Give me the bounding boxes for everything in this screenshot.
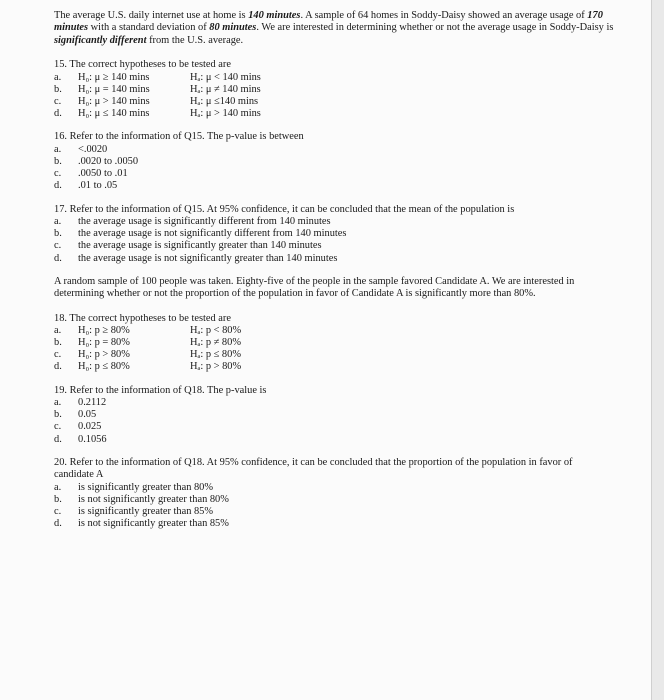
intro-emphasis: significantly different	[54, 34, 147, 46]
option-a[interactable]	[54, 325, 651, 337]
option-letter: a.	[54, 324, 62, 336]
question-17	[54, 204, 651, 265]
alt-hypothesis: Hₐ: p ≤ 80%	[190, 349, 241, 361]
option-letter: a.	[54, 481, 62, 493]
option-a[interactable]	[54, 216, 651, 228]
option-text: is not significantly greater than 80%	[78, 493, 229, 505]
option-d[interactable]	[54, 253, 651, 265]
null-hypothesis: H₀: p ≥ 80%	[78, 324, 130, 336]
option-b[interactable]	[54, 409, 651, 421]
null-hypothesis: H₀: p ≤ 80%	[78, 361, 130, 373]
option-text: .01 to .05	[78, 180, 118, 192]
option-letter: c.	[54, 421, 62, 433]
null-hypothesis: H₀: μ = 140 mins	[78, 83, 150, 95]
option-letter: b.	[54, 337, 62, 349]
option-a[interactable]	[54, 397, 651, 409]
option-letter: c.	[54, 240, 62, 252]
question-15	[54, 59, 651, 120]
option-a[interactable]	[54, 72, 651, 84]
intro-text: The average U.S. daily internet use at home is	[54, 10, 249, 21]
option-letter: d.	[54, 180, 62, 192]
null-hypothesis: H₀: p > 80%	[78, 349, 130, 361]
intro-text: with a standard deviation of	[88, 22, 210, 34]
question-16	[54, 131, 651, 192]
option-letter: c.	[54, 349, 62, 361]
intro-emphasis: 80 minutes	[209, 22, 257, 34]
option-letter: a.	[54, 143, 62, 155]
null-hypothesis: H₀: μ ≤ 140 mins	[78, 108, 150, 120]
alt-hypothesis: Hₐ: μ ≠ 140 mins	[190, 83, 261, 95]
option-text: the average usage is not significantly different from 140 minutes	[78, 228, 347, 240]
options	[54, 216, 651, 265]
option-c[interactable]	[54, 421, 651, 433]
question-20	[54, 457, 651, 531]
intro-emphasis: 170 minutes	[54, 10, 603, 34]
option-b[interactable]	[54, 494, 651, 506]
options	[54, 72, 651, 121]
intro-text: . We are interested in determining whether or not the average usage in Soddy-Daisy is	[256, 22, 614, 34]
scenario-paragraph: A random sample of 100 people was taken. Eighty-five of the people in the sample favored Candidate A. We are interested in determining whether or not the proportion of the population in favor of Candidate A is significantly more than 80%.	[54, 275, 575, 300]
question-title: 20. Refer to the information of Q18. At 95% confidence, it can be concluded that the proportion of the population in favor of candidate A	[54, 456, 573, 481]
option-letter: b.	[54, 228, 62, 240]
alt-hypothesis: Hₐ: p ≠ 80%	[190, 337, 241, 349]
option-text: the average usage is significantly greater than 140 minutes	[78, 240, 322, 252]
option-letter: a.	[54, 71, 62, 83]
option-letter: b.	[54, 155, 62, 167]
option-a[interactable]	[54, 482, 651, 494]
option-letter: a.	[54, 397, 62, 409]
option-letter: d.	[54, 108, 62, 120]
option-letter: b.	[54, 83, 62, 95]
question-title: 15. The correct hypotheses to be tested are	[54, 59, 231, 71]
option-text: is significantly greater than 85%	[78, 506, 214, 517]
option-letter: c.	[54, 506, 62, 517]
alt-hypothesis: Hₐ: p > 80%	[190, 361, 242, 373]
option-a[interactable]	[54, 144, 651, 156]
option-b[interactable]	[54, 228, 651, 240]
option-letter: c.	[54, 96, 62, 107]
intro-text: . A sample of 64 homes in Soddy-Daisy showed an average usage of	[300, 10, 588, 21]
options	[54, 397, 651, 446]
alt-hypothesis: Hₐ: μ ≤140 mins	[190, 96, 259, 107]
option-text: the average usage is not significantly greater than 140 minutes	[78, 252, 338, 264]
question-title: 19. Refer to the information of Q18. The p-value is	[54, 384, 267, 396]
question-title: 18. The correct hypotheses to be tested are	[54, 312, 231, 324]
option-d[interactable]	[54, 180, 651, 192]
option-letter: d.	[54, 252, 62, 264]
option-letter: b.	[54, 409, 62, 421]
option-c[interactable]	[54, 349, 651, 361]
option-text: 0.025	[78, 421, 102, 433]
null-hypothesis: H₀: p = 80%	[78, 337, 130, 349]
alt-hypothesis: Hₐ: μ > 140 mins	[190, 108, 261, 120]
option-text: 0.1056	[78, 433, 107, 445]
option-letter: d.	[54, 518, 62, 530]
options	[54, 144, 651, 193]
question-18	[54, 313, 651, 374]
alt-hypothesis: Hₐ: μ < 140 mins	[190, 71, 261, 83]
question-title: 16. Refer to the information of Q15. The p-value is between	[54, 131, 304, 143]
option-letter: c.	[54, 168, 62, 180]
question-19	[54, 385, 651, 446]
options	[54, 325, 651, 374]
option-text: is significantly greater than 80%	[78, 481, 214, 493]
intro-paragraph	[54, 10, 614, 47]
option-b[interactable]	[54, 156, 651, 168]
option-letter: d.	[54, 433, 62, 445]
option-c[interactable]	[54, 96, 651, 108]
option-d[interactable]	[54, 518, 651, 530]
option-c[interactable]	[54, 506, 651, 518]
option-text: the average usage is significantly different from 140 minutes	[78, 215, 331, 227]
option-text: .0050 to .01	[78, 168, 128, 180]
null-hypothesis: H₀: μ > 140 mins	[78, 96, 150, 107]
intro-emphasis: 140 minutes	[248, 10, 301, 21]
option-text: 0.05	[78, 409, 97, 421]
option-text: 0.2112	[78, 397, 107, 409]
intro-text: from the U.S. average.	[146, 34, 244, 46]
option-letter: a.	[54, 215, 62, 227]
option-text: is not significantly greater than 85%	[78, 518, 229, 530]
alt-hypothesis: Hₐ: p < 80%	[190, 324, 242, 336]
option-c[interactable]	[54, 240, 651, 252]
option-letter: b.	[54, 493, 62, 505]
option-c[interactable]	[54, 168, 651, 180]
null-hypothesis: H₀: μ ≥ 140 mins	[78, 71, 150, 83]
option-d[interactable]	[54, 108, 651, 120]
options	[54, 482, 651, 531]
option-b[interactable]	[54, 337, 651, 349]
option-d[interactable]	[54, 434, 651, 446]
option-b[interactable]	[54, 84, 651, 96]
option-d[interactable]	[54, 361, 651, 373]
option-letter: d.	[54, 361, 62, 373]
option-text: .0020 to .0050	[78, 155, 139, 167]
question-title: 17. Refer to the information of Q15. At 95% confidence, it can be concluded that the mean of the population is	[54, 203, 515, 215]
option-text: <.0020	[78, 143, 108, 155]
